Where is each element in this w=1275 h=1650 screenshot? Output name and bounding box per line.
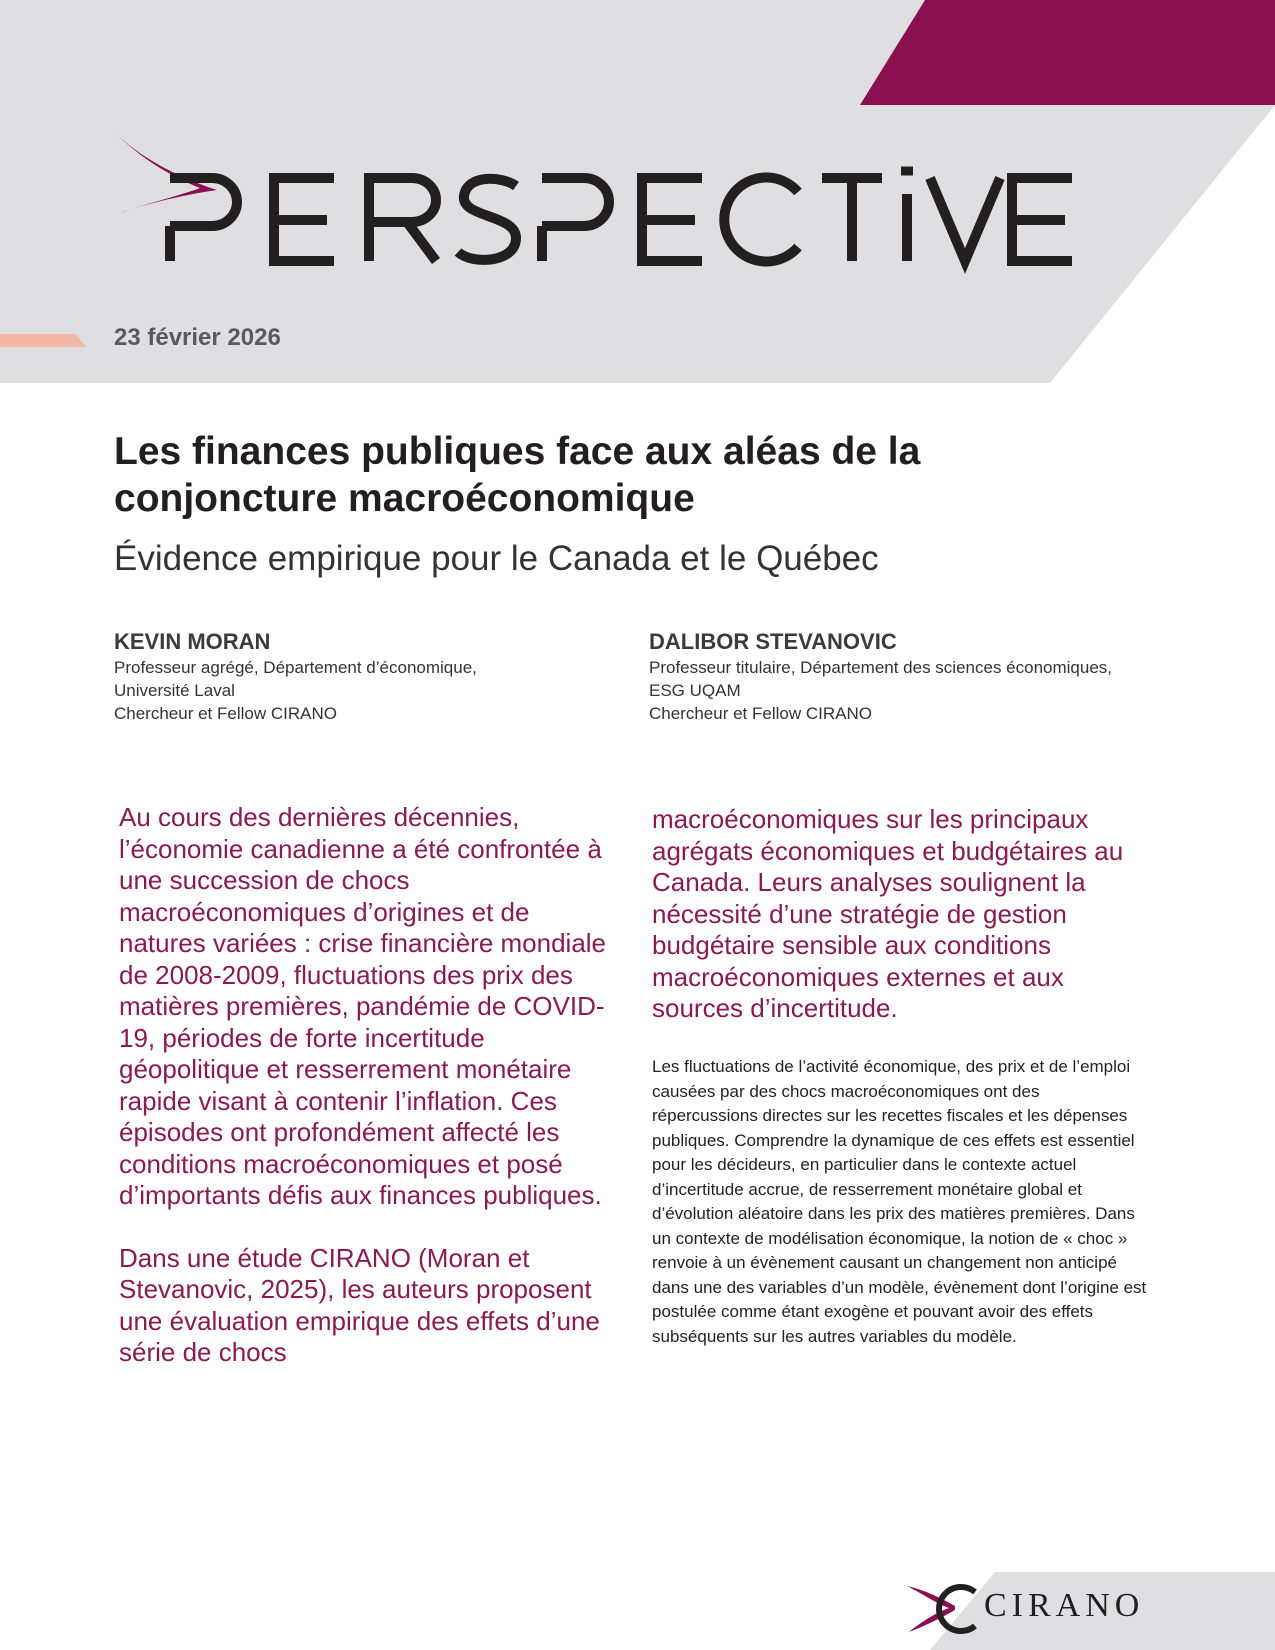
author-affiliation: Chercheur et Fellow CIRANO (114, 704, 337, 723)
lead-column-right (652, 804, 1147, 1025)
article-title: Les finances publiques face aux aléas de la conjoncture macroéconomique (114, 430, 921, 520)
author-affiliation: Professeur titulaire, Département des sciences économiques, (649, 658, 1113, 677)
author-affiliation: Université Laval (114, 681, 235, 700)
article-subtitle: Évidence empirique pour le Canada et le Québec (114, 539, 879, 578)
wordmark-swoosh-icon (112, 130, 217, 213)
publication-date: 23 février 2026 (114, 324, 281, 351)
author-block-1 (114, 628, 614, 725)
lead-paragraph: Au cours des dernières décennies, l’économie canadienne a été confrontée à une succession de chocs macroéconomiques d’origines et de natures variées : crise financière mondiale de 2008-2009, fluctuations des prix des matières premières, pandémie de COVID-19, périodes de forte incertitude géopolitique et resserrement monétaire rapide visant à contenir l’inflation. Ces épisodes ont profondément affecté les conditions macroéconomiques et posé d’importants défis aux finances publiques. (119, 802, 607, 1210)
lead-column-left (119, 802, 614, 1369)
author-affiliation: Chercheur et Fellow CIRANO (649, 704, 872, 723)
salmon-accent-bar (0, 334, 86, 347)
author-block-2 (649, 628, 1149, 725)
lead-paragraph: Dans une étude CIRANO (Moran et Stevanovic, 2025), les auteurs proposent une évaluation empirique des effets d’une série de chocs (119, 1242, 600, 1367)
cirano-logo-text: CIRANO (984, 1587, 1145, 1624)
cirano-logo-icon (905, 1578, 985, 1640)
perspectives-wordmark (112, 130, 1097, 278)
author-affiliation: Professeur agrégé, Département d’économique, (114, 658, 477, 677)
body-column-right (652, 1055, 1148, 1349)
body-paragraph: Les fluctuations de l’activité économique, des prix et de l’emploi causées par des chocs macroéconomiques ont des répercussions directes sur les recettes fiscales et les dépenses publiques. Comprendre la dynamique de ces effets est essentiel pour les décideurs, en particulier dans le contexte actuel d’incertitude accrue, de resserrement monétaire global et d’évolution aléatoire dans les prix des matières premières. Dans un contexte de modélisation économique, la notion de « choc » renvoie à un évènement causant un changement non anticipé dans une des variables d’un modèle, évènement dont l’origine est postulée comme étant exogène et pouvant avoir des effets subséquents sur les autres variables du modèle. (652, 1057, 1147, 1346)
plum-corner-band (860, 0, 1275, 105)
author-name: DALIBOR STEVANOVIC (649, 629, 897, 654)
lead-paragraph: macroéconomiques sur les principaux agrégats économiques et budgétaires au Canada. Leurs analyses soulignent la nécessité d’une stratégie de gestion budgétaire sensible aux conditions macroéconomiques externes et aux sources d’incertitude. (652, 804, 1124, 1023)
author-affiliation: ESG UQAM (649, 681, 741, 700)
author-name: KEVIN MORAN (114, 629, 271, 654)
